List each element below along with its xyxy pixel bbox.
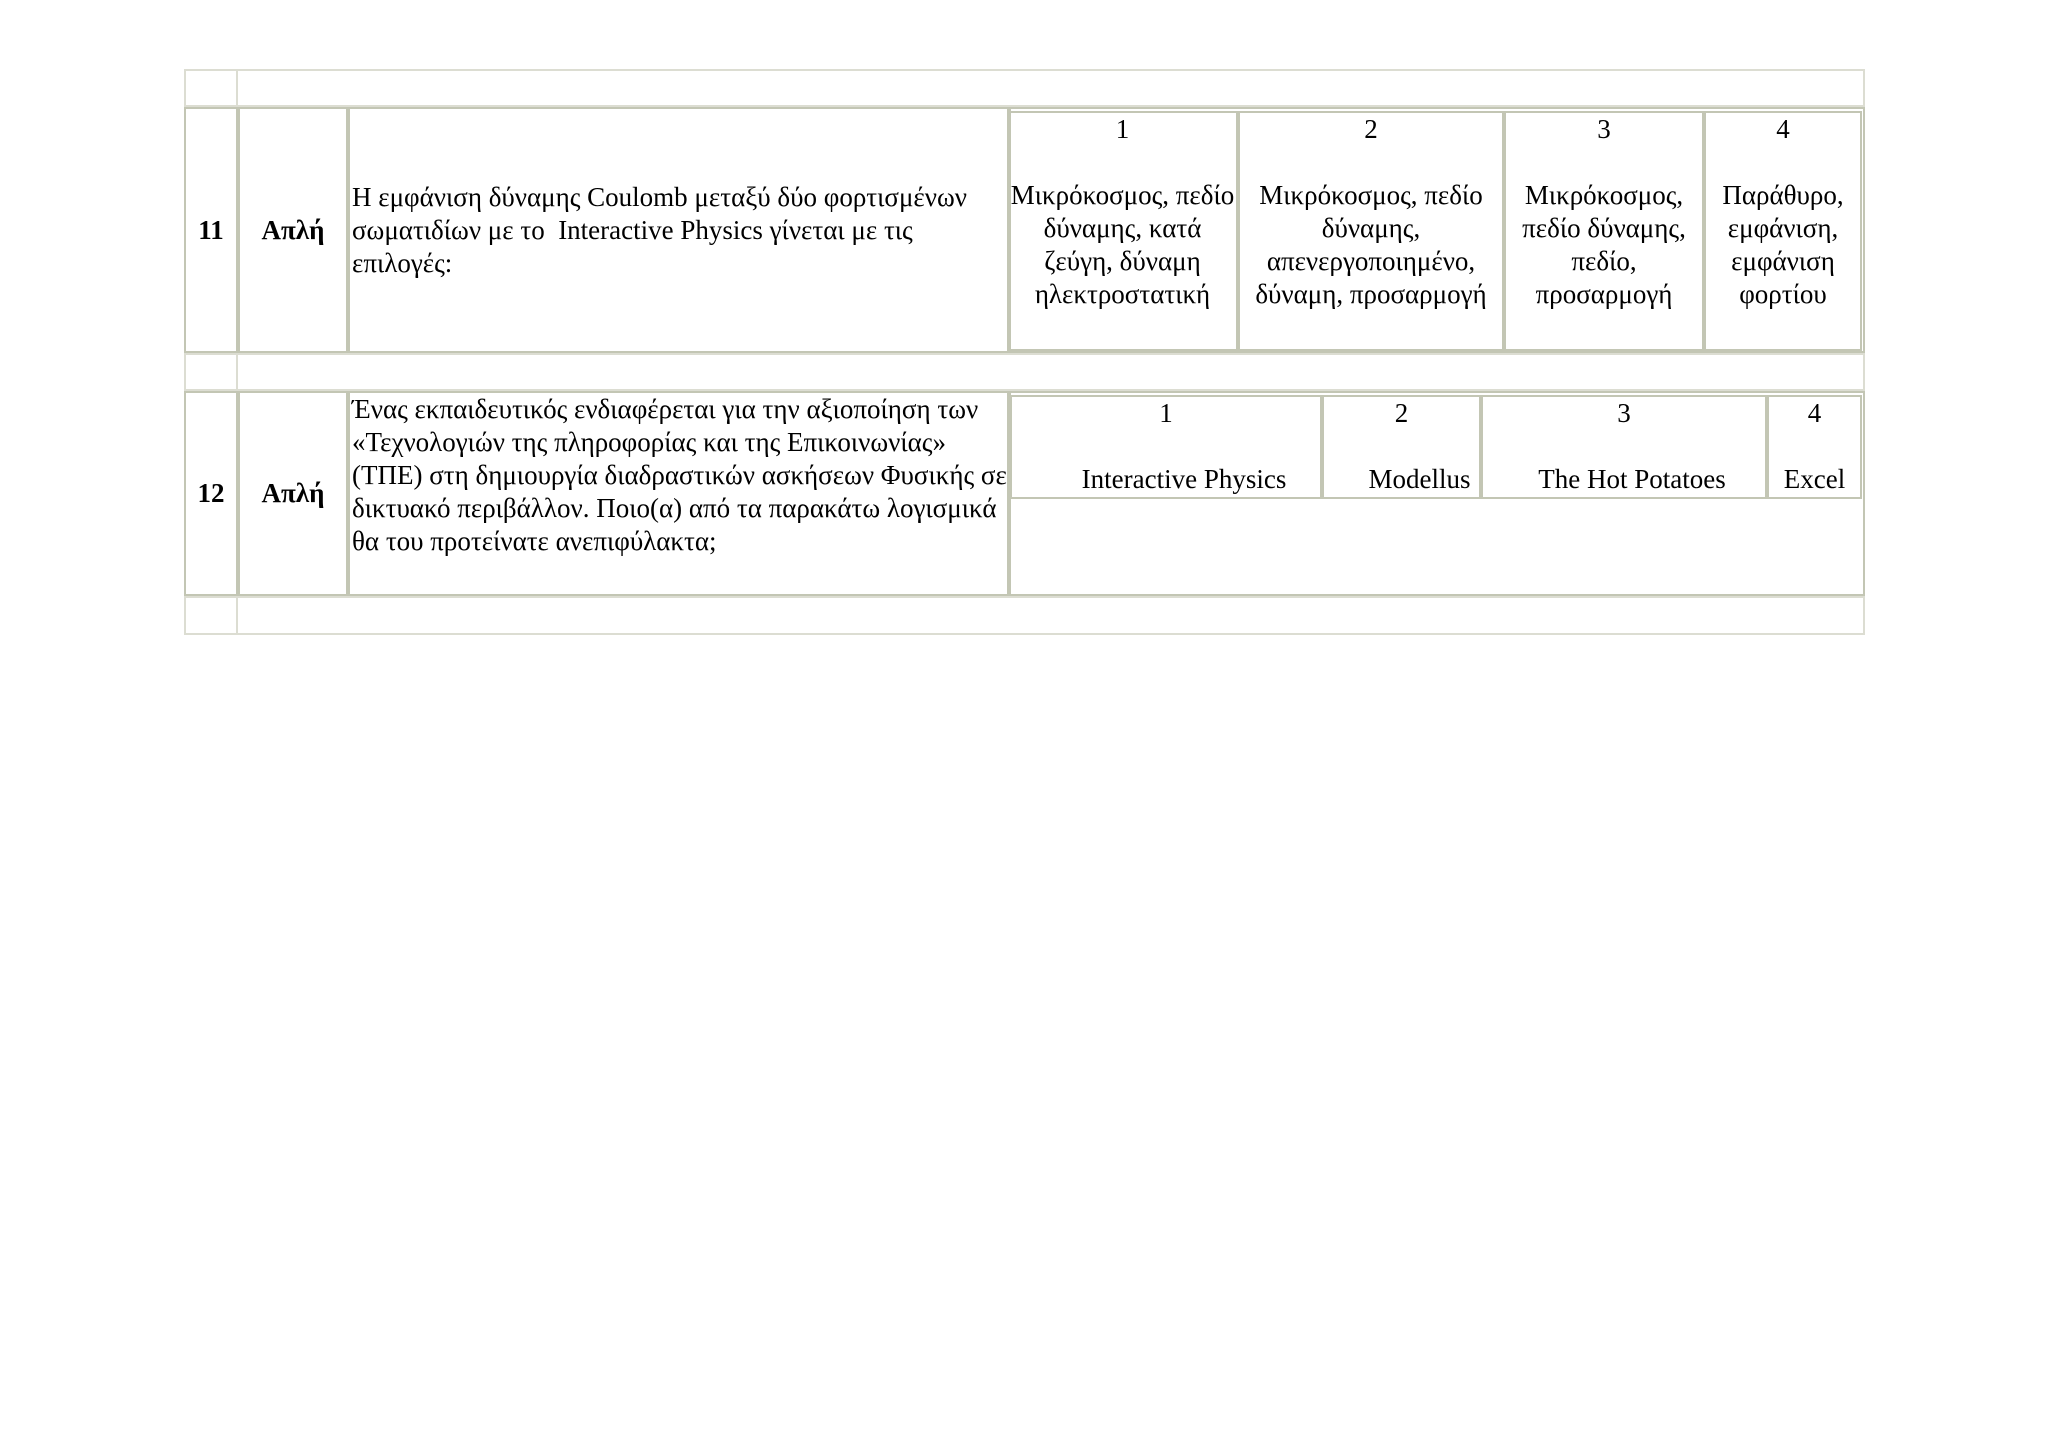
- option-number: 2: [1364, 114, 1378, 144]
- question-type: Απλή: [238, 107, 348, 353]
- spacer-cell: [184, 353, 238, 391]
- option-number: 2: [1394, 398, 1409, 428]
- option-cell: [1238, 111, 1504, 351]
- spacer-cell: [184, 69, 238, 107]
- option-cell: [1767, 395, 1862, 499]
- question-type: Απλή: [238, 391, 348, 596]
- question-text: Η εμφάνιση δύναμης Coulomb μεταξύ δύο φορτισμένων σωματιδίων με το Interactive Physics γίνεται με τις επιλογές:: [348, 107, 1009, 353]
- option-number: 3: [1597, 114, 1611, 144]
- option-cell: [1481, 395, 1767, 499]
- spacer-cell: [236, 353, 1865, 391]
- option-text: Interactive Physics: [1081, 464, 1287, 494]
- option-cell: [1704, 111, 1862, 351]
- option-text: The Hot Potatoes: [1538, 464, 1726, 494]
- question-number: 11: [184, 107, 238, 353]
- option-text: Μικρόκοσμος, πεδίο δύναμης, πεδίο, προσαρμογή: [1522, 180, 1686, 309]
- option-text: Μικρόκοσμος, πεδίο δύναμης, κατά ζεύγη, δύναμη ηλεκτροστατική: [1010, 180, 1235, 309]
- option-number: 4: [1776, 114, 1790, 144]
- option-cell: [1007, 111, 1238, 351]
- option-cell: [1322, 395, 1481, 499]
- option-text: Παράθυρο, εμφάνιση, εμφάνιση φορτίου: [1722, 180, 1844, 309]
- option-number: 1: [1159, 398, 1173, 428]
- questions-table: [184, 69, 1865, 635]
- spacer-cell: [236, 596, 1865, 635]
- question-number: 12: [184, 391, 238, 596]
- spacer-cell: [236, 69, 1865, 107]
- option-cell: [1010, 395, 1322, 499]
- option-number: 4: [1807, 398, 1822, 428]
- option-text: Excel: [1783, 464, 1846, 494]
- option-text: Modellus: [1368, 464, 1471, 494]
- option-number: 3: [1617, 398, 1631, 428]
- question-text: Ένας εκπαιδευτικός ενδιαφέρεται για την αξιοποίηση των «Τεχνολογιών της πληροφορίας και της Επικοινωνίας» (ΤΠΕ) στη δημιουργία διαδραστικών ασκήσεων Φυσικής σε δικτυακό περιβάλλον. Ποιο(α) από τα παρακάτω λογισμικά θα του προτείνατε ανεπιφύλακτα;: [348, 391, 1009, 596]
- spacer-cell: [184, 596, 238, 635]
- option-cell: [1504, 111, 1704, 351]
- option-number: 1: [1115, 114, 1130, 144]
- option-text: Μικρόκοσμος, πεδίο δύναμης, απενεργοποιημένο, δύναμη, προσαρμογή: [1255, 180, 1487, 309]
